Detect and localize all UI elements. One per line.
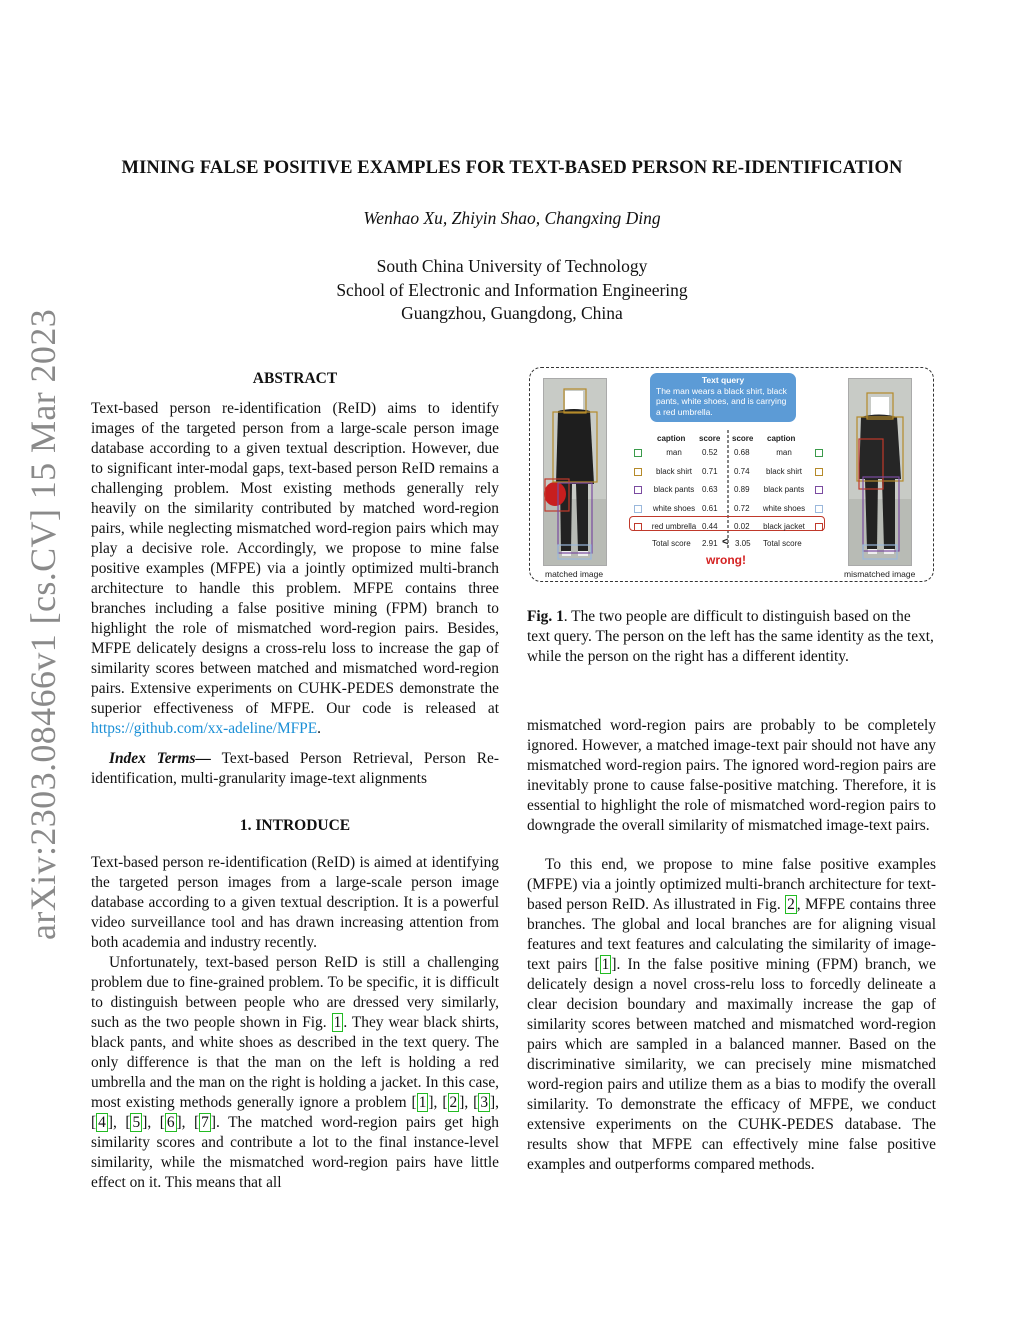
right-paragraph-1: mismatched word-region pairs are probably to be completely ignored. However, a matched image-text pair should not have any mismatched word-region pairs. The ignored word-region pairs are inevitably prone to cause false-positive matching. Therefore, it is essential to highlight the role of mismatched word-region pairs to downgrade the overall similarity of mismatched image-text pairs.	[527, 717, 936, 834]
citation[interactable]: 4	[98, 1114, 106, 1131]
score-header-left: score	[699, 434, 721, 443]
figure-caption-text: . The two people are difficult to distinguish based on the text query. The person on the left has the same identity as the text, while the person on the right has a different identity.	[527, 608, 934, 665]
region-color-icon	[815, 449, 823, 457]
text-query-box	[650, 373, 796, 422]
caption-right: black shirt	[765, 466, 802, 476]
score-divider	[726, 430, 730, 550]
fig-reference[interactable]: 1	[333, 1014, 342, 1031]
right-paragraph-2: To this end, we propose to mine false positive examples (MFPE) via a jointly optimized multi-branch architecture for text-based person ReID. As illustrated in Fig. 2 , MFPE contains three branches. The global and local branches are for aligning visual features and text features and calculating the similarity of image-text pairs [ 1 ]. In the false positive mining (FPM) branch, we delicately design a novel cross-relu loss to forcedly delineate a clear decision boundary and maximally increase the gap of similarity scores between matched and mismatched word-region pairs which are sampled in a balanced manner. Based on the discriminative similarity, we can precisely mine mismatched word-region pairs and utilize them as a bias to modify the overall similarity. To demonstrate the efficacy of MFPE, we conduct extensive experiments on the CUHK-PEDES database. The results show that MFPE can effectively mine false positive examples and outperforms compared methods.	[527, 856, 936, 1173]
figure-1	[529, 367, 934, 582]
region-color-icon	[815, 505, 823, 513]
abstract-body: Text-based person re-identification (ReID) aims to identify images of the targeted person from a large-scale person image database according to a given textual description. However, due to significant inter-modal gaps, text-based person ReID remains a challenging problem. Most existing methods generally rely heavily on the similarity contributed by matched word-region pairs, while neglecting mismatched word-region pairs which may play a decisive role. Accordingly, we propose to mine false positive examples (MFPE) via a jointly optimized multi-branch architecture to handle this problem. MFPE contains three branches including a false positive mining (FPM) branch to highlight the role of mismatched word-region pairs. Besides, MFPE delicately designs a cross-relu loss to increase the gap of similarity scores between matched and mismatched word-region pairs. Extensive experiments on CUHK-PEDES demonstrate the superior effectiveness of MFPE. Our code is released at	[91, 400, 499, 717]
caption-right: black pants	[763, 485, 805, 494]
caption-left: black pants	[653, 485, 695, 494]
code-link[interactable]: https://github.com/xx-adeline/MFPE	[91, 720, 318, 737]
region-color-icon	[634, 486, 642, 494]
caption-left: white shoes	[652, 503, 696, 513]
figure-caption	[527, 607, 936, 667]
score-left: 0.71	[702, 466, 718, 476]
intro-paragraph-2: Unfortunately, text-based person ReID is still a challenging problem due to fine-grained problem. To be specific, it is difficult to distinguish between people who are dressed very similarly, such as the two people shown in Fig. 1 . They wear black shirts, black pants, and white shoes as described in the text query. The only difference is that the man on the left is holding a red umbrella and the man on the right is holding a jacket. In this case, most existing methods generally ignore a problem [ 1 ], [ 2 ], [ 3 ], [ 4 ], [ 5 ], [ 6 ], [ 7 ]. The matched word-region pairs get high similarity scores and contribute a lot to the final instance-level similarity, while the mismatched word-region pairs have little effect on it. This means that all	[91, 954, 499, 1191]
affiliation-line: Guangzhou, Guangdong, China	[401, 303, 623, 323]
caption-right: black jacket	[763, 522, 805, 531]
arxiv-identifier: arXiv:2303.08466v1 [cs.CV] 15 Mar 2023	[23, 308, 63, 940]
index-terms-text: Text-based Person Retrieval, Person Re-identification, multi-granularity image-text alignments	[91, 750, 500, 787]
citation[interactable]: 2	[449, 1094, 458, 1111]
citation[interactable]: 6	[166, 1114, 175, 1131]
region-color-icon	[815, 523, 823, 531]
caption-header-right: caption	[767, 434, 796, 443]
text-query-title: Text query	[701, 375, 745, 385]
caption-left: man	[666, 448, 682, 457]
index-terms	[91, 749, 499, 789]
intro-paragraph-1: Text-based person re-identification (ReID) is aimed at identifying the targeted person images from a large-scale person image database according to a given textual description. It is a powerful video surveillance tool and has drawn increasing attention from both academia and industry recently.	[91, 854, 499, 951]
region-color-icon	[815, 468, 823, 476]
index-terms-label: Index Terms—	[109, 750, 211, 767]
citation[interactable]: 7	[201, 1114, 209, 1131]
affiliation-line: South China University of Technology	[376, 256, 648, 276]
abstract-heading: ABSTRACT	[252, 370, 338, 387]
score-right: 0.02	[734, 522, 750, 531]
total-score-left: 2.91	[702, 539, 718, 548]
total-compare: <	[722, 536, 729, 548]
score-left: 0.44	[702, 522, 718, 531]
score-right: 0.68	[734, 448, 750, 457]
region-color-icon	[634, 449, 642, 457]
total-label-right: Total score	[763, 539, 802, 548]
affiliation	[0, 255, 1024, 326]
matched-person-image	[543, 378, 607, 566]
abstract-end: .	[317, 720, 322, 737]
citation[interactable]: 1	[418, 1094, 427, 1111]
authors: Wenhao Xu, Zhiyin Shao, Changxing Ding	[363, 208, 661, 228]
intro-p2-mid: . They wear black shirts, black pants, and white shoes as described in the text query. The only difference is that the man on the left is holding a red umbrella and the man on the right is holding a jacket. In this case, most existing methods generally ignore a problem	[91, 1014, 499, 1111]
score-left: 0.52	[702, 448, 718, 457]
mismatched-image-label: mismatched image	[844, 569, 916, 579]
right-column-text	[527, 716, 936, 1175]
score-right: 0.74	[734, 466, 750, 476]
score-right: 0.72	[734, 503, 750, 513]
score-left: 0.63	[702, 485, 718, 494]
region-color-icon	[634, 468, 642, 476]
mismatched-person-illustration	[849, 379, 911, 565]
citation[interactable]: 1	[601, 956, 610, 973]
region-color-icon	[815, 486, 823, 494]
caption-header-left: caption	[657, 434, 686, 443]
right-p2-start: To this end, we propose to mine false positive examples (MFPE) via a jointly optimized multi-branch architecture for text-based person ReID. As illustrated in Fig.	[527, 856, 936, 913]
total-label-left: Total score	[652, 539, 691, 548]
total-score-right: 3.05	[735, 539, 751, 548]
affiliation-line: School of Electronic and Information Engineering	[336, 279, 688, 300]
mismatched-person-image	[848, 378, 912, 566]
score-right: 0.89	[734, 485, 750, 494]
matched-image-label: matched image	[545, 569, 604, 579]
score-left: 0.61	[702, 503, 718, 513]
fig-reference[interactable]: 2	[787, 896, 795, 913]
caption-left: black shirt	[655, 466, 692, 476]
right-p2-end: . In the false positive mining (FPM) branch, we delicately design a novel cross-relu loss to forcedly delineate a clear decision boundary and maximally increase the gap of similarity scores between matched and mismatched word-region pairs which are sampled in a balanced manner. Based on the discriminative similarity, we can precisely mine mismatched word-region pairs and utilize them as a bias to modify the overall similarity. To demonstrate the efficacy of MFPE, we conduct extensive experiments on the CUHK-PEDES database. The results show that MFPE can effectively mine false positive examples and outperforms compared methods.	[527, 956, 936, 1173]
paper-title: MINING FALSE POSITIVE EXAMPLES FOR TEXT-BASED PERSON RE-IDENTIFICATION	[121, 158, 903, 178]
abstract-text	[91, 399, 499, 739]
caption-left: red umbrella	[651, 522, 697, 531]
intro-p2-start: Unfortunately, text-based person ReID is still a challenging problem due to fine-grained problem. To be specific, it is difficult to distinguish between people who are dressed very similarly, such as the two people shown in Fig.	[91, 954, 499, 1031]
matched-person-illustration	[544, 379, 606, 565]
score-header-right: score	[732, 434, 754, 443]
region-color-icon	[634, 523, 642, 531]
intro-p2-end: . The matched word-region pairs get high similarity scores and contribute a lot to the final instance-level similarity, while the mismatched word-region pairs have little effect on it. This means that all	[91, 1114, 499, 1191]
citation[interactable]: 5	[132, 1114, 141, 1131]
text-query-text: The man wears a black shirt, black pants, white shoes, and is carrying a red umbrella.	[656, 385, 787, 417]
wrong-label: wrong!	[706, 553, 746, 567]
citation[interactable]: 3	[480, 1094, 489, 1111]
right-p2-mid: , MFPE contains three branches. The global and local branches are for aligning visual features and text features and calculating the similarity of image-text pairs	[527, 896, 936, 973]
caption-right: man	[776, 448, 792, 457]
intro-heading: 1. INTRODUCE	[239, 817, 351, 834]
caption-right: white shoes	[762, 503, 806, 513]
abstract-section	[91, 369, 499, 1193]
figure-caption-label: Fig. 1	[527, 608, 564, 625]
region-color-icon	[634, 505, 642, 513]
